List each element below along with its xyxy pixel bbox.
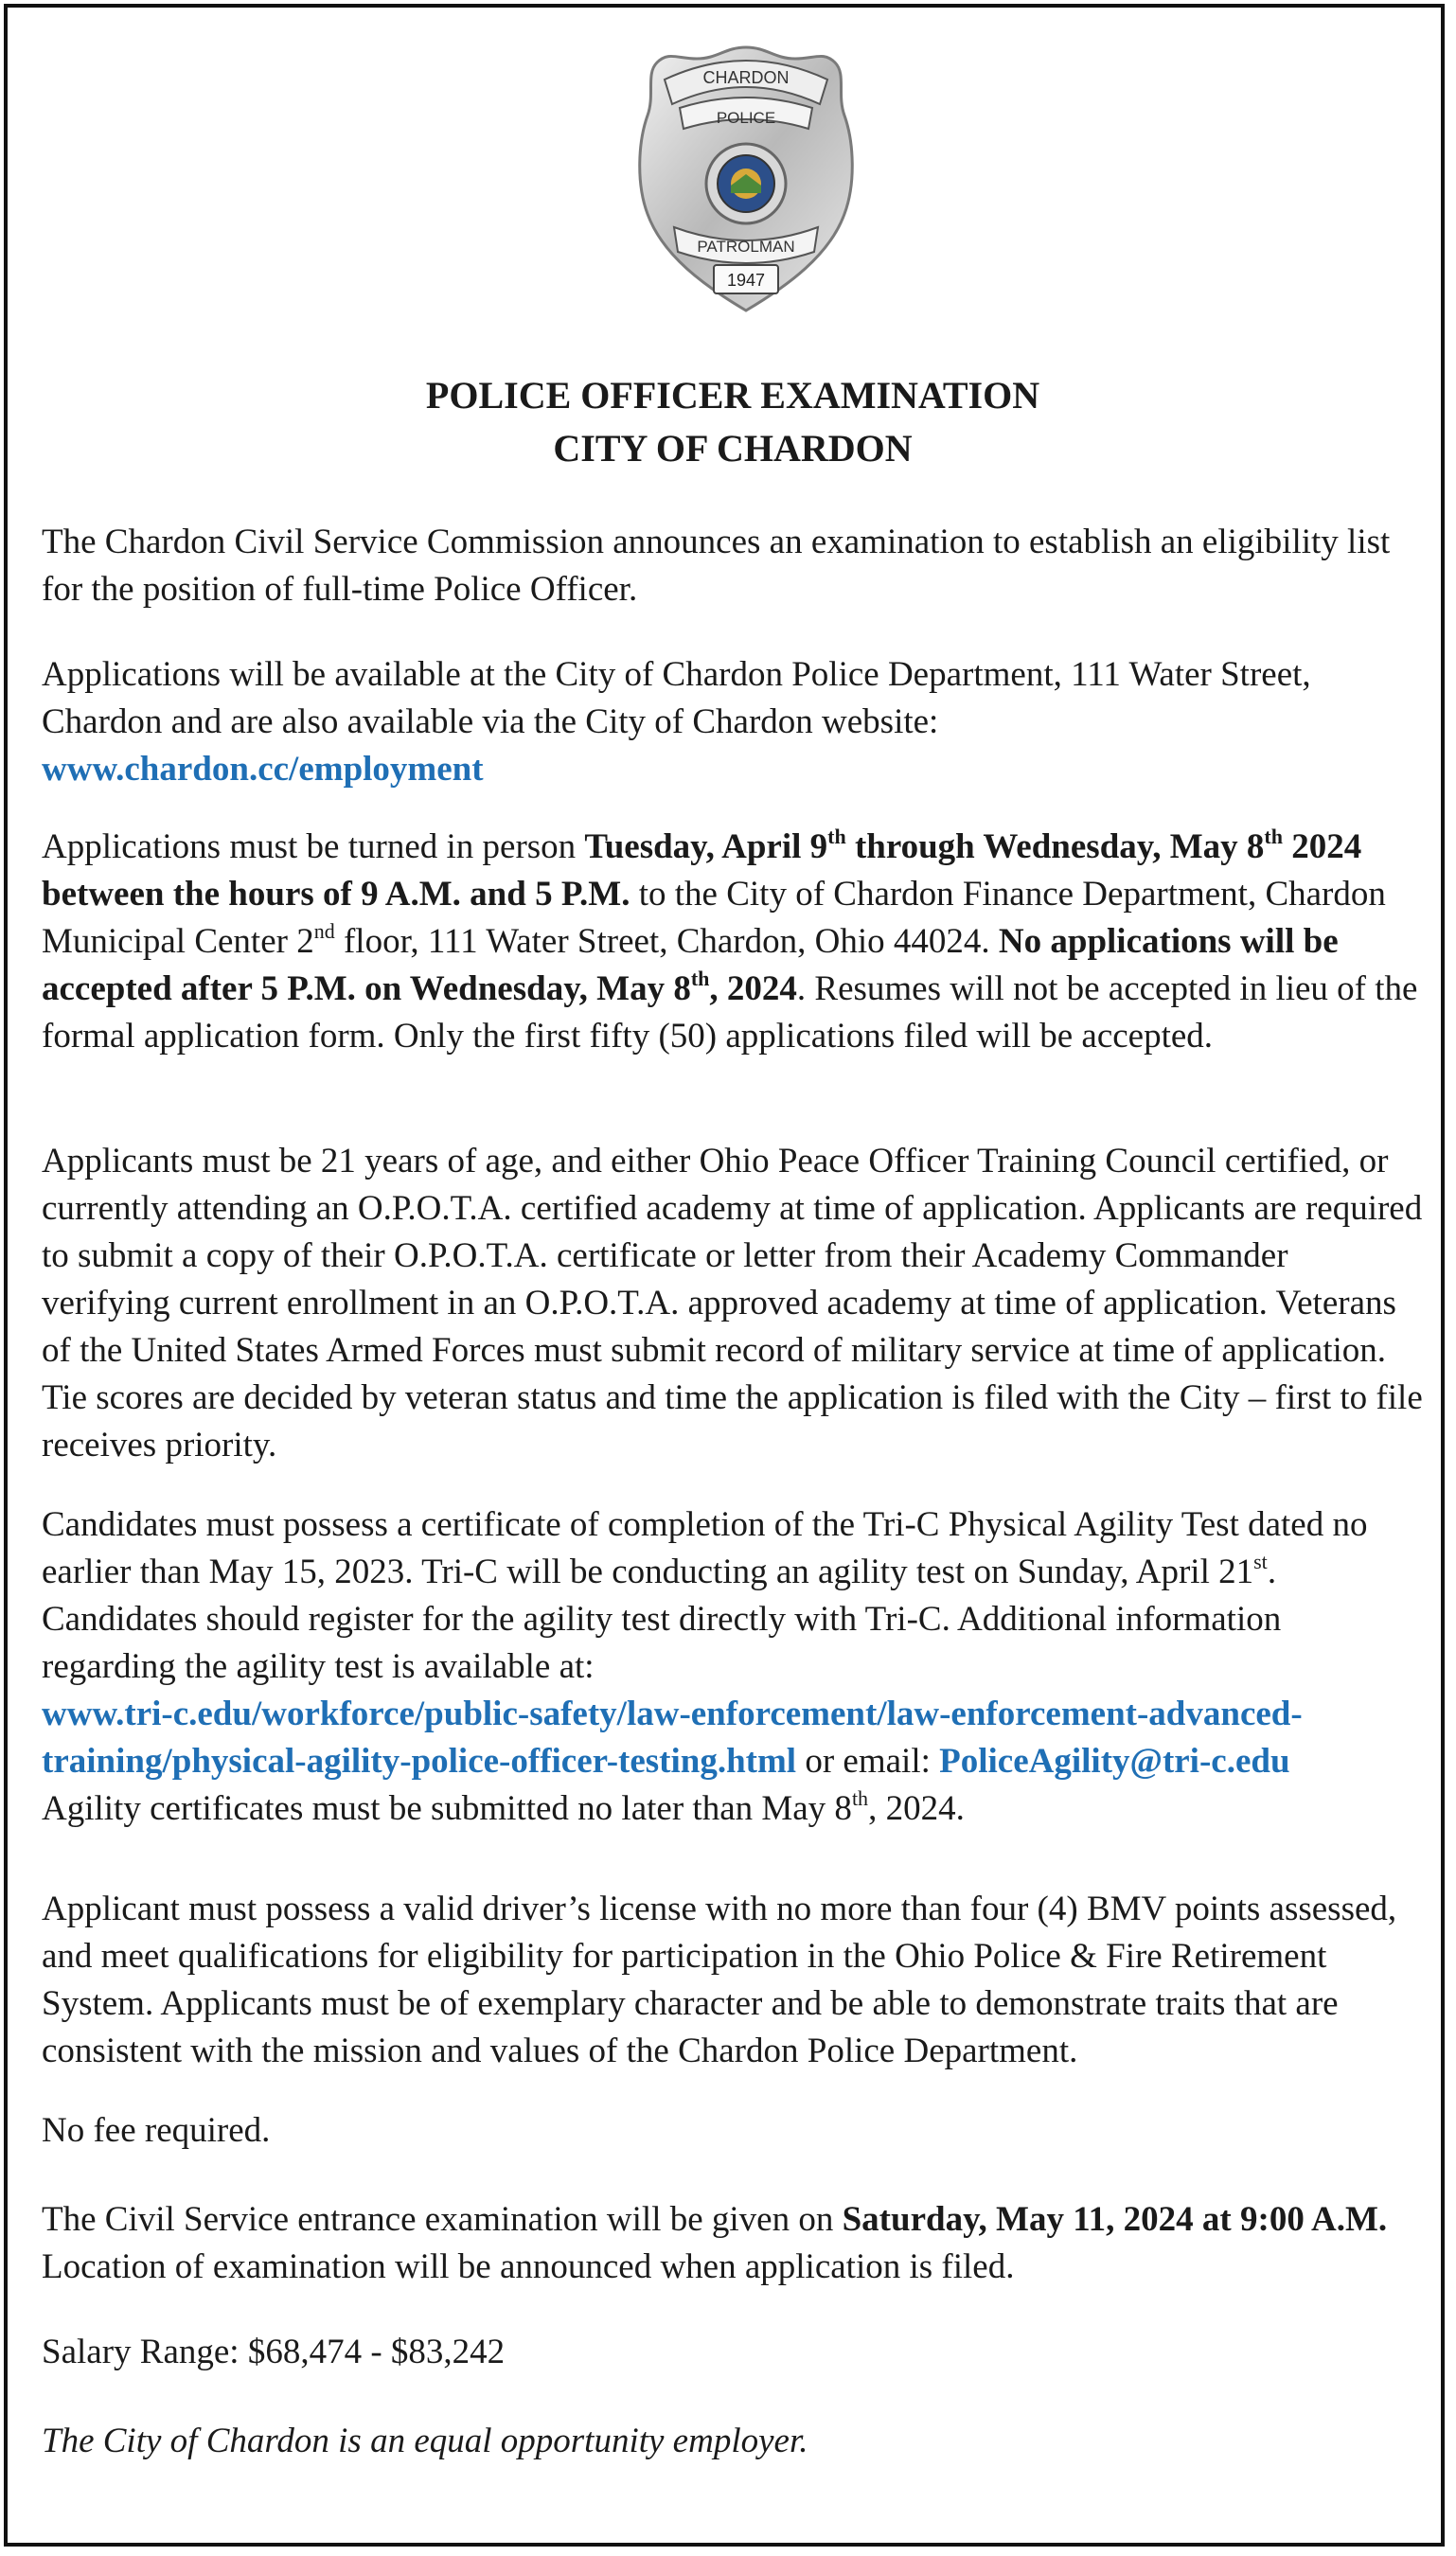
agility-email-link[interactable]: PoliceAgility@tri-c.edu: [939, 1742, 1290, 1781]
exam-paragraph: [42, 2196, 1424, 2291]
title-line-2: CITY OF CHARDON: [553, 427, 913, 470]
agility-text-5: , 2024.: [868, 1789, 965, 1828]
notice-title: [42, 369, 1424, 475]
availability-paragraph: [42, 651, 1424, 793]
agility-text-1: Candidates must possess a certificate of completion of the Tri-C Physical Agility Test dated no earlier than May 15, 2023. Tri-C will be conducting an agility test on Sunday, April 21: [42, 1505, 1368, 1591]
submission-text-2: to the City of Chardon Finance Department, Chardon Municipal Center 2: [42, 875, 1386, 961]
submission-text-3: floor, 111 Water Street, Chardon, Ohio 44024.: [334, 922, 999, 961]
eeo-statement: The City of Chardon is an equal opportunity employer.: [42, 2422, 808, 2460]
notice-frame: [4, 4, 1445, 2547]
exam-text-1: The Civil Service entrance examination will be given on: [42, 2200, 843, 2239]
availability-text: Applications will be available at the City of Chardon Police Department, 111 Water Street, Chardon and are also available via the City of Chardon website:: [42, 655, 1311, 741]
badge-year: 1947: [726, 271, 766, 290]
agility-text-4: Agility certificates must be submitted no later than May 8: [42, 1789, 852, 1828]
fee-paragraph: No fee required.: [42, 2111, 271, 2150]
badge-top-text: CHARDON: [702, 68, 790, 87]
police-badge-logo: [630, 42, 861, 316]
license-paragraph: Applicant must possess a valid driver’s license with no more than four (4) BMV points assessed, and meet qualifications for eligibility for participation in the Ohio Police & Fire Retirement System. Applicants must be of exemplary character and be able to demonstrate traits that are consistent with the mission and values of the Chardon Police Department.: [42, 1890, 1397, 2070]
submission-text-1: Applications must be turned in person: [42, 827, 585, 866]
agility-paragraph: Candidates must possess a certificate of completion of the Tri-C Physical Agility Test dated no earlier than May 15, 2023. Tri-C will be conducting an agility test on Sunday, April 21st. Candidates should register for the agility test directly with Tri-C. Additional information regarding the agility test is available at: www.tri-c.edu/workforce/public-safety/law-enforcement/law-enforcement-advanced-training/physical-agility-police-officer-testing.html or email: PoliceAgility@tri-c.edu Agility certificates must be submitted no later than May 8th, 2024.: [42, 1505, 1368, 1828]
title-line-1: POLICE OFFICER EXAMINATION: [425, 374, 1040, 417]
submission-text-4: . Resumes will not be accepted in lieu of the formal application form. Only the first fifty (50) applications filed will be accepted.: [42, 969, 1418, 1056]
submission-dates: Tuesday, April 9th through Wednesday, May 8th 2024 between the hours of 9 A.M. and 5 P.M.: [42, 824, 1362, 914]
salary-paragraph: Salary Range: $68,474 - $83,242: [42, 2333, 506, 2371]
submission-deadline: No applications will be accepted after 5 P.M. on Wednesday, May 8th, 2024: [42, 922, 1339, 1008]
badge-lower-text: PATROLMAN: [697, 238, 795, 256]
submission-paragraph: Applications must be turned in person Tuesday, April 9th through Wednesday, May 8th 2024 between the hours of 9 A.M. and 5 P.M. to the City of Chardon Finance Department, Chardon Municipal Center 2nd floor, 111 Water Street, Chardon, Ohio 44024. No applications will be accepted after 5 P.M. on Wednesday, May 8th, 2024. Resumes will not be accepted in lieu of the formal application form. Only the first fifty (50) applications filed will be accepted.: [42, 824, 1418, 1056]
exam-text-2: Location of examination will be announced when application is filed.: [42, 2247, 1015, 2286]
exam-date: Saturday, May 11, 2024 at 9:00 A.M.: [842, 2200, 1388, 2239]
intro-paragraph: The Chardon Civil Service Commission announces an examination to establish an eligibility list for the position of full-time Police Officer.: [42, 523, 1391, 609]
badge-mid-text: POLICE: [716, 109, 776, 127]
agility-text-2: . Candidates should register for the agility test directly with Tri-C. Additional information regarding the agility test is available at:: [42, 1553, 1282, 1686]
requirements-paragraph: Applicants must be 21 years of age, and either Ohio Peace Officer Training Council certified, or currently attending an O.P.O.T.A. certified academy at time of application. Applicants are required to submit a copy of their O.P.O.T.A. certificate or letter from their Academy Commander verifying current enrollment in an O.P.O.T.A. approved academy at time of application. Veterans of the United States Armed Forces must submit record of military service at time of application. Tie scores are decided by veteran status and time the application is filed with the City – first to file receives priority.: [42, 1142, 1423, 1464]
tri-c-agility-link[interactable]: www.tri-c.edu/workforce/public-safety/law-enforcement/law-enforcement-advanced-training/physical-agility-police-officer-testing.html: [42, 1695, 1303, 1781]
agility-text-3: or email:: [796, 1742, 940, 1781]
employment-link[interactable]: www.chardon.cc/employment: [42, 750, 484, 789]
